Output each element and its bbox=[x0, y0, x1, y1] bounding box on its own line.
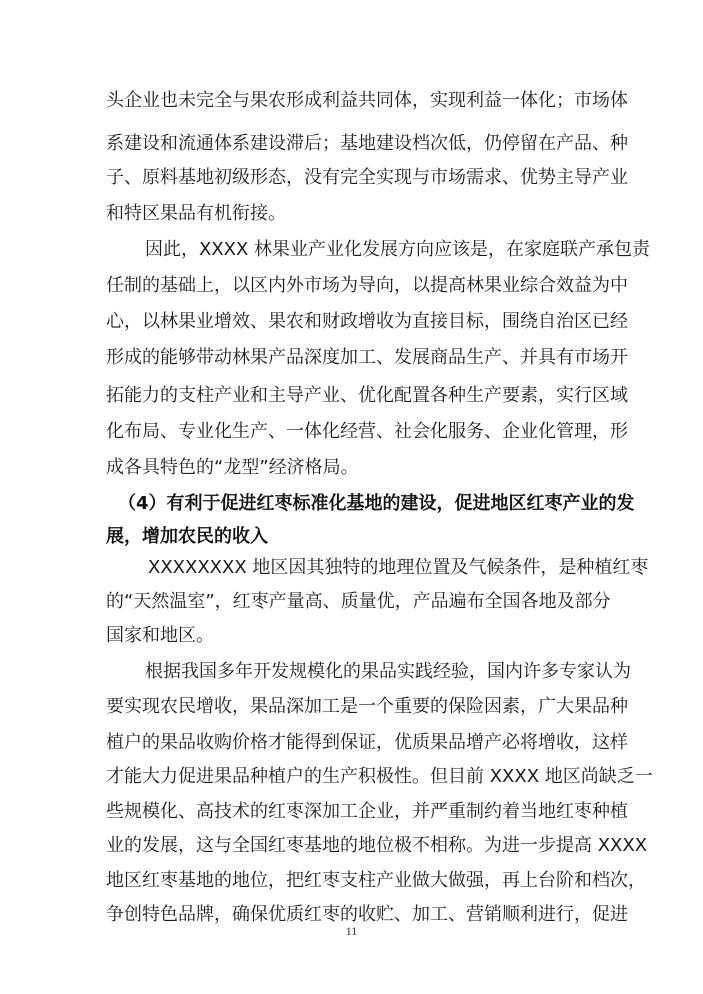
text-line: 地区红枣基地的地位，把红枣支柱产业做大做强，再上台阶和档次， bbox=[106, 870, 646, 891]
text-line: 的“天然温室”，红枣产量高、质量优，产品遍布全国各地及部分 bbox=[106, 591, 611, 612]
section-heading: 展，增加农民的收入 bbox=[106, 526, 268, 547]
text-line: 要实现农民增收，果品深加工是一个重要的保险因素，广大果品种 bbox=[106, 696, 628, 717]
text-line: 和特区果品有机衔接。 bbox=[106, 203, 286, 224]
text-line: 头企业也未完全与果农形成利益共同体，实现利益一体化；市场体 bbox=[106, 90, 628, 111]
text-line: 才能大力促进果品种植户的生产积极性。但目前 XXXX 地区尚缺乏一 bbox=[106, 766, 653, 787]
text-line: 植户的果品收购价格才能得到保证，优质果品增产必将增收，这样 bbox=[106, 732, 628, 753]
text-line: 化布局、专业化生产、一体化经营、社会化服务、企业化管理，形 bbox=[106, 421, 628, 442]
text-line: 任制的基础上，以区内外市场为导向，以提高林果业综合效益为中 bbox=[106, 275, 628, 296]
text-line: 成各具特色的“龙型”经济格局。 bbox=[106, 457, 359, 478]
text-line: 拓能力的支柱产业和主导产业、优化配置各种生产要素，实行区域 bbox=[106, 385, 628, 406]
text-line: 根据我国多年开发规模化的果品实践经验，国内许多专家认为 bbox=[145, 661, 631, 682]
text-line: 心，以林果业增效、果农和财政增收为直接目标，围绕自治区已经 bbox=[106, 311, 628, 332]
text-line: 子、原料基地初级形态，没有完全实现与市场需求、优势主导产业 bbox=[106, 167, 628, 188]
section-heading: （4）有利于促进红枣标准化基地的建设，促进地区红枣产业的发 bbox=[118, 493, 635, 514]
text-line: 因此，XXXX 林果业产业化发展方向应该是，在家庭联产承包责 bbox=[145, 239, 651, 260]
text-line: 争创特色品牌，确保优质红枣的收贮、加工、营销顺利进行，促进 bbox=[106, 904, 628, 925]
text-line: 业的发展，这与全国红枣基地的地位极不相称。为进一步提高 XXXX bbox=[106, 835, 648, 856]
text-line: 国家和地区。 bbox=[106, 625, 214, 646]
text-line: 些规模化、高技术的红枣深加工企业，并严重制约着当地红枣种植 bbox=[106, 801, 628, 822]
text-line: XXXXXXXX 地区因其独特的地理位置及气候条件，是种植红枣 bbox=[148, 557, 649, 578]
text-line: 形成的能够带动林果产品深度加工、发展商品生产、并具有市场开 bbox=[106, 347, 628, 368]
page-number: 11 bbox=[345, 924, 358, 938]
text-line: 系建设和流通体系建设滞后；基地建设档次低，仍停留在产品、种 bbox=[106, 133, 628, 154]
